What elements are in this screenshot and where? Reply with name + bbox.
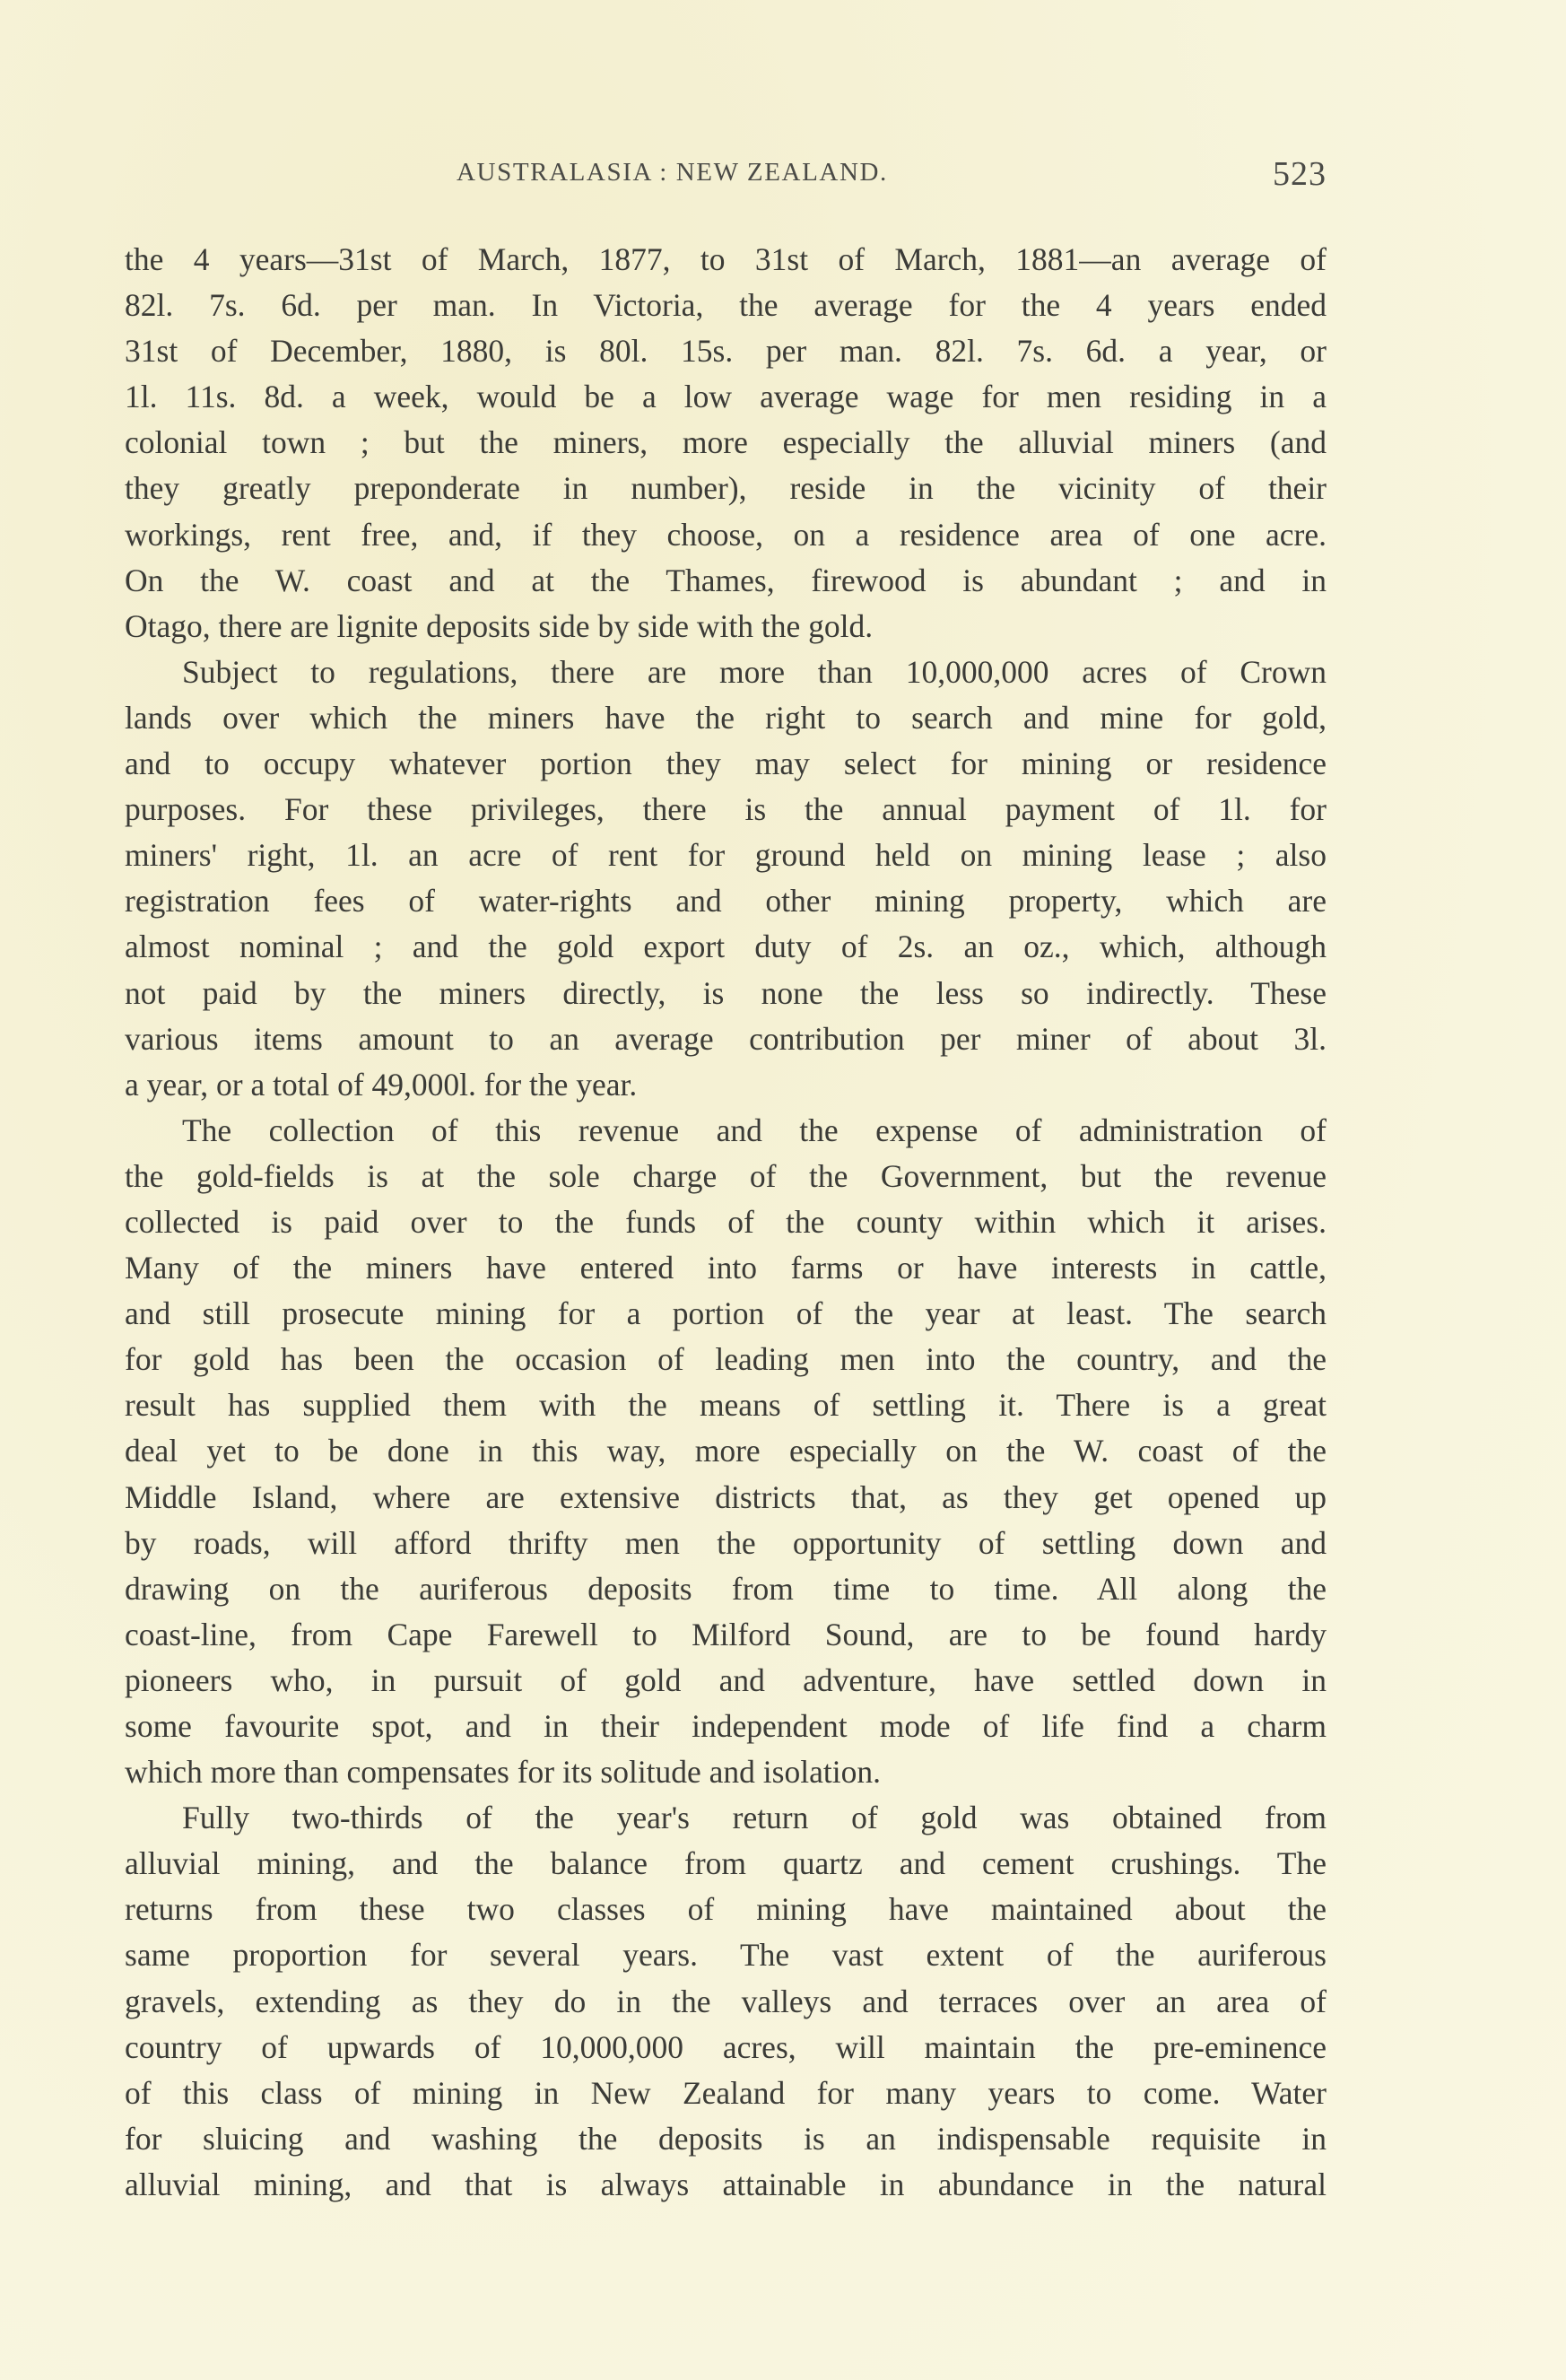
text-line: Fully two-thirds of the year's return of gold was obtained from	[182, 1800, 1327, 1836]
paragraph-1	[125, 237, 1327, 649]
text-line: Subject to regulations, there are more than 10,000,000 acres of Crown	[182, 653, 1327, 690]
text-line: the gold-fields is at the sole charge of the Government, but the revenue	[125, 1157, 1327, 1194]
text-line: coast-line, from Cape Farewell to Milford Sound, are to be found hardy	[125, 1616, 1327, 1652]
text-line: country of upwards of 10,000,000 acres, will maintain the pre-eminence	[125, 2028, 1327, 2065]
text-line: gravels, extending as they do in the valleys and terraces over an area of	[125, 1983, 1327, 2019]
text-line: The collection of this revenue and the expense of administration of	[182, 1112, 1327, 1148]
text-line: by roads, will afford thrifty men the opportunity of settling down and	[125, 1524, 1327, 1561]
text-line: they greatly preponderate in number), reside in the vicinity of their	[125, 470, 1327, 507]
text-line: colonial town ; but the miners, more especially the alluvial miners (and	[125, 424, 1327, 461]
text-line: which more than compensates for its solitude and isolation.	[125, 1754, 881, 1791]
text-line: various items amount to an average contribution per miner of about 3l.	[125, 1020, 1327, 1057]
text-line: Middle Island, where are extensive districts that, as they get opened up	[125, 1478, 1327, 1515]
text-line: miners' right, 1l. an acre of rent for ground held on mining lease ; also	[125, 837, 1327, 874]
text-line: 82l. 7s. 6d. per man. In Victoria, the average for the 4 years ended	[125, 287, 1327, 324]
text-line: for gold has been the occasion of leading men into the country, and the	[125, 1341, 1327, 1378]
paragraph-2	[125, 649, 1327, 1108]
text-line: for sluicing and washing the deposits is an indispensable requisite in	[125, 2120, 1327, 2157]
text-line: and still prosecute mining for a portion of the year at least. The search	[125, 1295, 1327, 1332]
body-text	[125, 237, 1327, 2208]
text-line: the 4 years—31st of March, 1877, to 31st of March, 1881—an average of	[125, 241, 1327, 277]
text-line: of this class of mining in New Zealand for many years to come. Water	[125, 2074, 1327, 2111]
text-line: pioneers who, in pursuit of gold and adventure, have settled down in	[125, 1661, 1327, 1698]
paragraph-4	[125, 1795, 1327, 2208]
page-number: 523	[1273, 155, 1327, 193]
text-line: Many of the miners have entered into farms or have interests in cattle,	[125, 1250, 1327, 1286]
text-line: collected is paid over to the funds of the county within which it arises.	[125, 1203, 1327, 1240]
running-head	[125, 155, 1327, 203]
text-line: registration fees of water-rights and other mining property, which are	[125, 883, 1327, 920]
text-line: Otago, there are lignite deposits side by side with the gold.	[125, 607, 874, 644]
text-line: On the W. coast and at the Thames, firewood is abundant ; and in	[125, 562, 1327, 598]
text-line: and to occupy whatever portion they may select for mining or residence	[125, 745, 1327, 782]
text-line: not paid by the miners directly, is none the less so indirectly. These	[125, 974, 1327, 1011]
text-line: alluvial mining, and the balance from quartz and cement crushings. The	[125, 1845, 1327, 1882]
text-line: workings, rent free, and, if they choose, on a residence area of one acre.	[125, 516, 1327, 553]
text-line: drawing on the auriferous deposits from time to time. All along the	[125, 1570, 1327, 1607]
text-line: alluvial mining, and that is always attainable in abundance in the natural	[125, 2166, 1327, 2202]
text-line: 1l. 11s. 8d. a week, would be a low average wage for men residing in a	[125, 379, 1327, 415]
text-line: lands over which the miners have the right to search and mine for gold,	[125, 699, 1327, 736]
text-line: almost nominal ; and the gold export duty of 2s. an oz., which, although	[125, 928, 1327, 965]
text-line: returns from these two classes of mining have maintained about the	[125, 1891, 1327, 1928]
text-line: same proportion for several years. The vast extent of the auriferous	[125, 1937, 1327, 1974]
text-line: 31st of December, 1880, is 80l. 15s. per man. 82l. 7s. 6d. a year, or	[125, 333, 1327, 370]
text-line: deal yet to be done in this way, more especially on the W. coast of the	[125, 1433, 1327, 1469]
text-line: purposes. For these privileges, there is the annual payment of 1l. for	[125, 791, 1327, 828]
text-line: result has supplied them with the means of settling it. There is a great	[125, 1387, 1327, 1424]
text-line: some favourite spot, and in their independent mode of life find a charm	[125, 1708, 1327, 1744]
text-line: a year, or a total of 49,000l. for the year.	[125, 1066, 638, 1103]
paragraph-3	[125, 1108, 1327, 1795]
running-head-title: AUSTRALASIA : NEW ZEALAND.	[457, 158, 888, 187]
